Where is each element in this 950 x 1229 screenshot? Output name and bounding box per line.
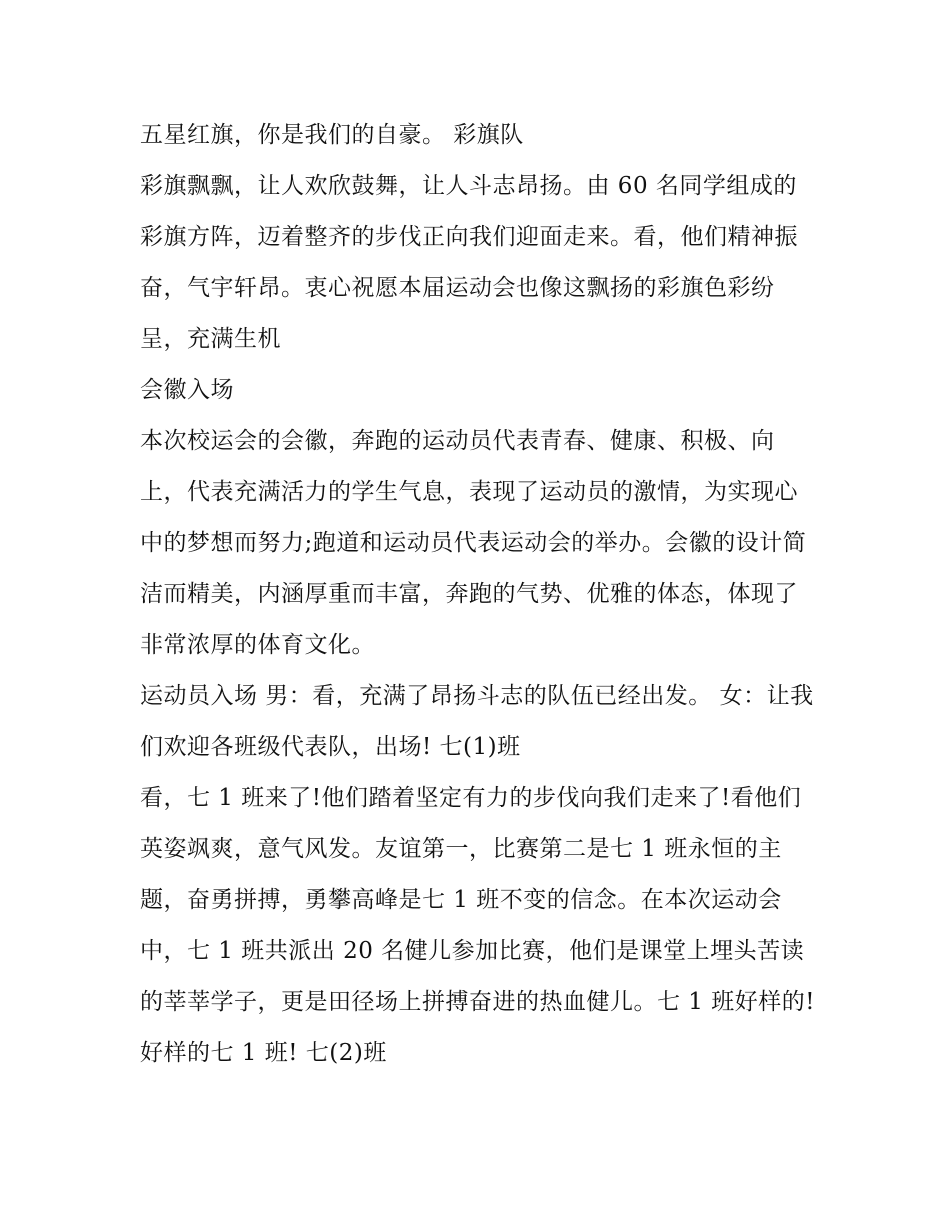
- paragraph-2: 彩旗飘飘，让人欢欣鼓舞，让人斗志昂扬。由 60 名同学组成的彩旗方阵，迈着整齐的步伐正向我们迎面走来。看，他们精神振奋，气宇轩昂。衷心祝愿本届运动会也像这飘扬的彩旗色彩纷呈，充满生机: [140, 173, 798, 352]
- paragraph-1: 五星红旗，你是我们的自豪。 彩旗队: [140, 122, 524, 148]
- paragraph-3: 会徽入场: [140, 377, 234, 403]
- document-body: [140, 110, 820, 1079]
- paragraph-5: 运动员入场 男：看，充满了昂扬斗志的队伍已经出发。 女：让我们欢迎各班级代表队，出场! 七(1)班: [140, 683, 814, 760]
- paragraph-6: 看，七 1 班来了!他们踏着坚定有力的步伐向我们走来了!看他们英姿飒爽，意气风发。友谊第一，比赛第二是七 1 班永恒的主题，奋勇拼搏，勇攀高峰是七 1 班不变的信念。在本次运动会中，七 1 班共派出 20 名健儿参加比赛，他们是课堂上埋头苦读的莘莘学子，更是田径场上拼搏奋进的热血健儿。七 1 班好样的!: [140, 785, 815, 1015]
- paragraph-7: 好样的七 1 班! 七(2)班: [140, 1040, 387, 1066]
- paragraph-4: 本次校运会的会徽，奔跑的运动员代表青春、健康、积极、向上，代表充满活力的学生气息，表现了运动员的激情，为实现心中的梦想而努力;跑道和运动员代表运动会的举办。会徽的设计简洁而精美，内涵厚重而丰富，奔跑的气势、优雅的体态，体现了非常浓厚的体育文化。: [140, 428, 807, 658]
